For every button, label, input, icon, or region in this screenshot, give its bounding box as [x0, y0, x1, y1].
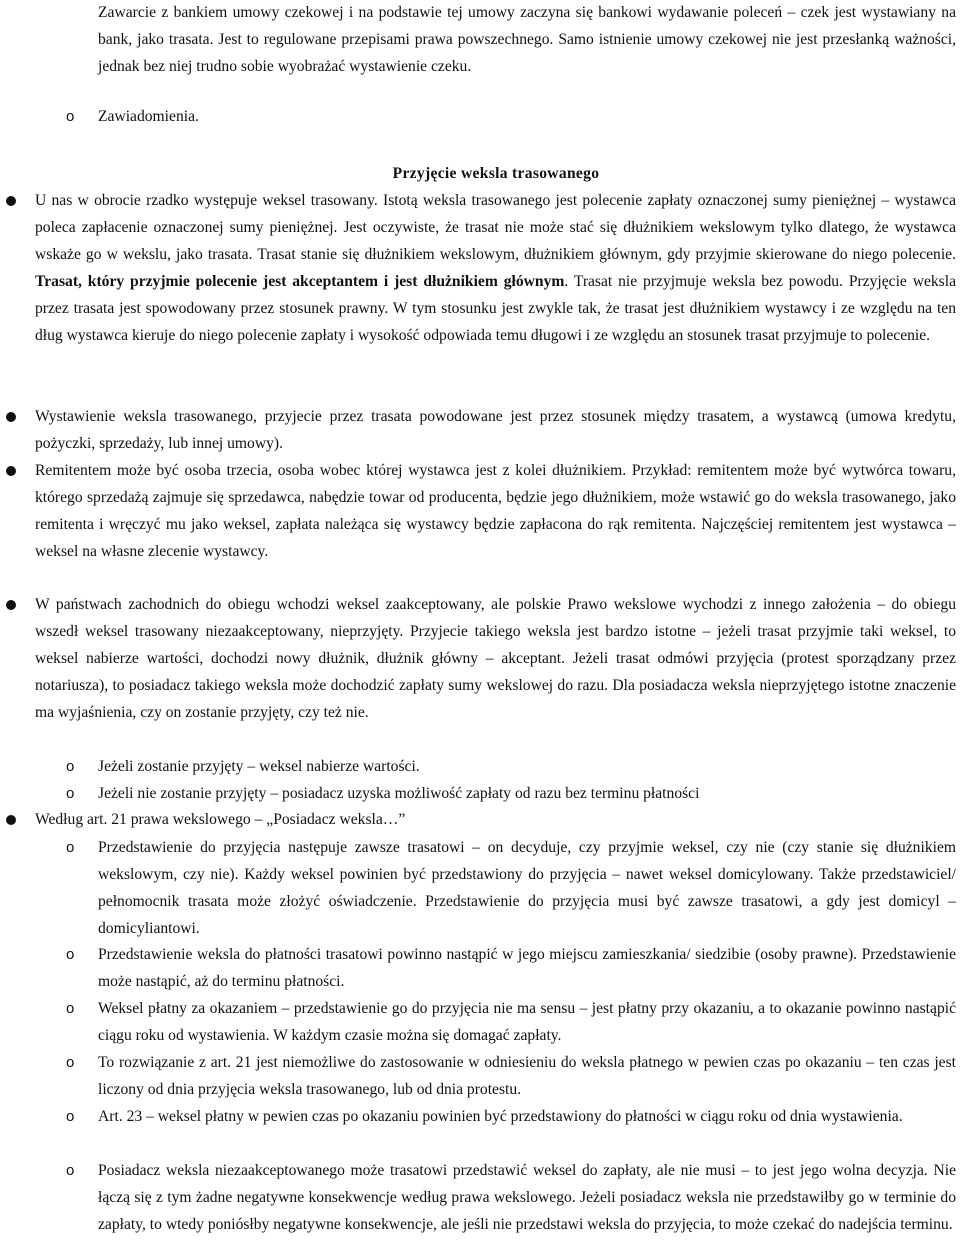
sub-list-marker: o [66, 758, 75, 775]
bullet-paragraph-3: Remitentem może być osoba trzecia, osoba wobec której wystawca jest z kolei dłużnikiem. Przykład: remitentem może być wytwórca towaru, którego sprzedażą zajmuje się sprzedawca, nabędzie towar od producenta, będzie jego dłużnikiem, może wstawić go do weksla trasowanego, jako remitenta i wręczyć mu jako weksel, zapłata należąca się wystawcy będzie zapłacona do rąk remitenta. Najczęściej remitentem jest wystawca – weksel na własne zlecenie wystawcy. [35, 462, 956, 560]
intro-paragraph: Zawarcie z bankiem umowy czekowej i na podstawie tej umowy zaczyna się bankowi wydawanie poleceń – czek jest wystawiany na bank, jako trasata. Jest to regulowane przepisami prawa powszechnego. Samo istnienie umowy czekowej nie jest przesłanką ważności, jednak bez niej trudno sobie wyobrażać wystawienie czeku. [98, 4, 956, 75]
bullet-paragraph-4: W państwach zachodnich do obiegu wchodzi weksel zaakceptowany, ale polskie Prawo wekslowe wychodzi z innego założenia – do obiegu wszedł weksel trasowany niezaakceptowany, nieprzyjęty. Przyjecie takiego weksla jest bardzo istotne – jeżeli trasat przyjmie taki weksel, to weksel nabierze wartości, dochodzi nowy dłużnik, dłużnik główny – akceptant. Jeżeli trasat odmówi przyjęcia (protest sporządzany przez notariusza), to posiadacz takiego weksla może dochodzić zapłaty sumy wekslowej do razu. Dla posiadacza weksla nieprzyjętego istotne znaczenie ma wyjaśnienia, czy on zostanie przyjęty, czy też nie. [35, 596, 956, 721]
sub-list-marker: o [66, 1000, 75, 1017]
section-heading: Przyjęcie weksla trasowanego [392, 165, 600, 182]
sub-item: To rozwiązanie z art. 21 jest niemożliwe do zastosowanie w odniesieniu do weksla płatnego w pewien czas po okazaniu – ten czas jest liczony od dnia przyjęcia weksla trasowanego, lub od dnia protestu. [98, 1054, 956, 1098]
sub-item: Jeżeli nie zostanie przyjęty – posiadacz uzyska możliwość zapłaty od razu bez terminu płatności [98, 785, 700, 802]
bullet-paragraph-5: Według art. 21 prawa wekslowego – „Posiadacz weksla…” [35, 811, 406, 828]
bullet-icon [6, 412, 16, 422]
sub-list-marker: o [66, 108, 75, 125]
sub-item-zawiadomienia: Zawiadomienia. [98, 108, 199, 125]
bullet-icon [6, 466, 16, 476]
sub-list-marker: o [66, 1108, 75, 1125]
bullet-icon [6, 815, 16, 825]
bullet-icon [6, 600, 16, 610]
sub-list-marker: o [66, 1054, 75, 1071]
bullet-1-bold-text: Trasat, który przyjmie polecenie jest akceptantem i jest dłużnikiem głównym [35, 273, 565, 290]
sub-list-marker: o [66, 785, 75, 802]
bullet-paragraph-1 [35, 187, 956, 349]
bullet-1-text-a: U nas w obrocie rzadko występuje weksel trasowany. Istotą weksla trasowanego jest polecenie zapłaty oznaczonej sumy pieniężnej – wystawca poleca zapłacenie oznaczonej sumy pieniężnej. Jest oczywiste, że trasat nie może stać się dłużnikiem wekslowym tylko dlatego, że wystawca wskaże go w wekslu, jako trasata. Trasat stanie się dłużnikiem wekslowym, dłużnikiem głównym, gdy przyjmie skierowane do niego polecenie. [35, 192, 956, 263]
bullet-1-text-b: . Trasat nie przyjmuje weksla bez powodu. Przyjęcie weksla przez trasata jest spowodowany przez stosunek prawny. W tym stosunku jest zwykle tak, że trasat jest dłużnikiem wystawcy i ze względu na ten dług wystawca kieruje do niego polecenie zapłaty i wysokość odpowiada temu długowi i ze względu an stosunek trasat przyjmuje to polecenie. [35, 273, 957, 344]
sub-item: Posiadacz weksla niezaakceptowanego może trasatowi przedstawić weksel do zapłaty, ale nie musi – to jest jego wolna decyzja. Nie łączą się z tym żadne negatywne konsekwencje według prawa wekslowego. Jeżeli posiadacz weksla nie przedstawiłby go w terminie do zapłaty, to wtedy poniósłby negatywne konsekwencje, ale jeśli nie przedstawi weksla do przyjęcia, to może czekać do nadejścia terminu. [98, 1162, 956, 1233]
sub-item: Przedstawienie do przyjęcia następuje zawsze trasatowi – on decyduje, czy przyjmie weksel, czy nie (czy stanie się dłużnikiem wekslowym, czy nie). Każdy weksel powinien być przedstawiony do przyjęcia – nawet weksel domicylowany. Także przedstawiciel/ pełnomocnik trasata może złożyć oświadczenie. Przedstawienie do przyjęcia musi być zawsze trasatowi, a gdy jest domicyl – domicyliantowi. [98, 839, 956, 937]
sub-item: Przedstawienie weksla do płatności trasatowi powinno nastąpić w jego miejscu zamieszkania/ siedzibie (osoby prawne). Przedstawienie może nastąpić, aż do terminu płatności. [98, 946, 956, 990]
bullet-paragraph-2: Wystawienie weksla trasowanego, przyjecie przez trasata powodowane jest przez stosunek między trasatem, a wystawcą (umowa kredytu, pożyczki, sprzedaży, lub innej umowy). [35, 408, 956, 452]
sub-item: Art. 23 – weksel płatny w pewien czas po okazaniu powinien być przedstawiony do płatności w ciągu roku od dnia wystawienia. [98, 1108, 903, 1125]
sub-list-marker: o [66, 1162, 75, 1179]
bullet-icon [6, 196, 16, 206]
sub-item: Weksel płatny za okazaniem – przedstawienie go do przyjęcia nie ma sensu – jest płatny przy okazaniu, a to okazanie powinno nastąpić ciągu roku od wystawienia. W każdym czasie można się domagać zapłaty. [98, 1000, 956, 1044]
sub-item: Jeżeli zostanie przyjęty – weksel nabierze wartości. [98, 758, 420, 775]
sub-list-marker: o [66, 946, 75, 963]
sub-list-marker: o [66, 839, 75, 856]
